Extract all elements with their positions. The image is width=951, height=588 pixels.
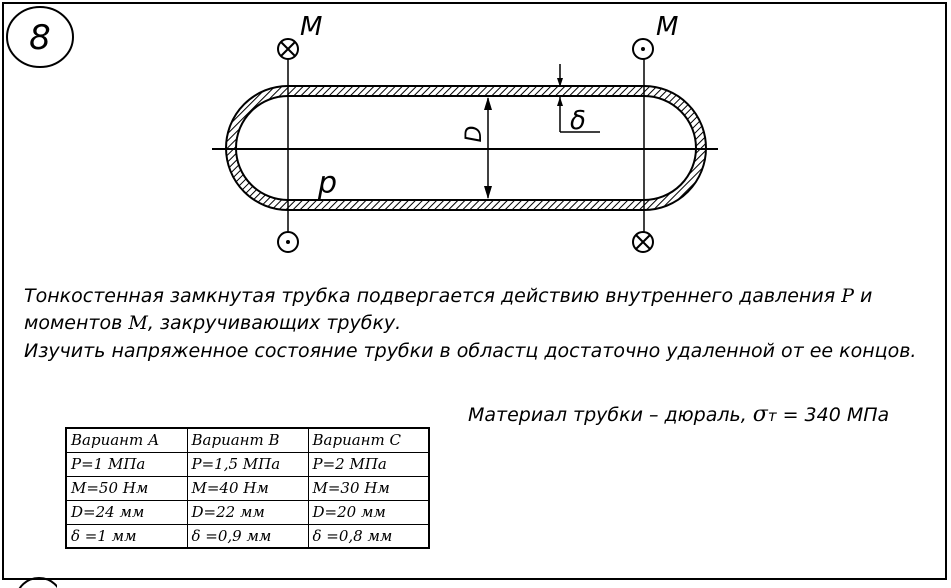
description-line-1-prefix: Тонкостенная замкнутая трубка подвергается действию внутреннего давления — [24, 285, 842, 307]
table-cell: M=40 Нм — [187, 476, 308, 500]
description-line-2 — [24, 312, 401, 334]
thickness-arrow-up — [557, 97, 563, 106]
table-row — [66, 524, 429, 548]
moment-bottom-left-icon — [278, 232, 298, 252]
sigma-symbol: σ — [752, 402, 768, 427]
description-line-1-suffix: и — [853, 285, 873, 307]
table-header-cell: Вариант С — [308, 428, 429, 452]
moment-symbol: M — [128, 312, 148, 334]
table-header-cell: Вариант В — [187, 428, 308, 452]
diameter-arrow-top — [484, 97, 492, 110]
material-line — [468, 402, 889, 427]
pressure-symbol: P — [841, 285, 854, 307]
thickness-label: δ — [570, 106, 586, 136]
table-cell: δ =1 мм — [66, 524, 187, 548]
table-cell: P=1 МПа — [66, 452, 187, 476]
description-line-2-prefix: моментов — [24, 312, 129, 334]
table-row — [66, 500, 429, 524]
table-cell: M=50 Нм — [66, 476, 187, 500]
table-cell: D=22 мм — [187, 500, 308, 524]
description-line-1 — [24, 285, 872, 307]
moment-top-right-icon — [633, 39, 653, 59]
diameter-arrow-bottom — [484, 186, 492, 199]
moment-top-left-icon — [278, 39, 298, 59]
material-text: Материал трубки – дюраль, — [468, 404, 753, 426]
table-header-cell: Вариант А — [66, 428, 187, 452]
table-cell: P=1,5 МПа — [187, 452, 308, 476]
table-cell: δ =0,9 мм — [187, 524, 308, 548]
moment-bottom-right-icon — [633, 232, 653, 252]
table-header-row — [66, 428, 429, 452]
table-row — [66, 476, 429, 500]
table-row — [66, 452, 429, 476]
next-problem-circle-fragment — [17, 572, 57, 588]
moment-label-left: M — [300, 12, 323, 42]
problem-number: 8 — [29, 18, 51, 58]
description-line-3: Изучить напряженное состояние трубки в областц достаточно удаленной от ее концов. — [24, 340, 917, 362]
moment-label-right: M — [656, 12, 679, 42]
table-cell: D=24 мм — [66, 500, 187, 524]
table-cell: M=30 Нм — [308, 476, 429, 500]
table-cell: δ =0,8 мм — [308, 524, 429, 548]
table-cell: D=20 мм — [308, 500, 429, 524]
sigma-subscript: т — [767, 407, 777, 425]
description-line-2-suffix: , закручивающих трубку. — [147, 312, 402, 334]
diameter-label: D — [462, 125, 487, 143]
material-value: = 340 МПа — [776, 404, 890, 426]
variants-table — [65, 427, 430, 549]
pressure-label: p — [318, 166, 338, 201]
table-cell: P=2 МПа — [308, 452, 429, 476]
